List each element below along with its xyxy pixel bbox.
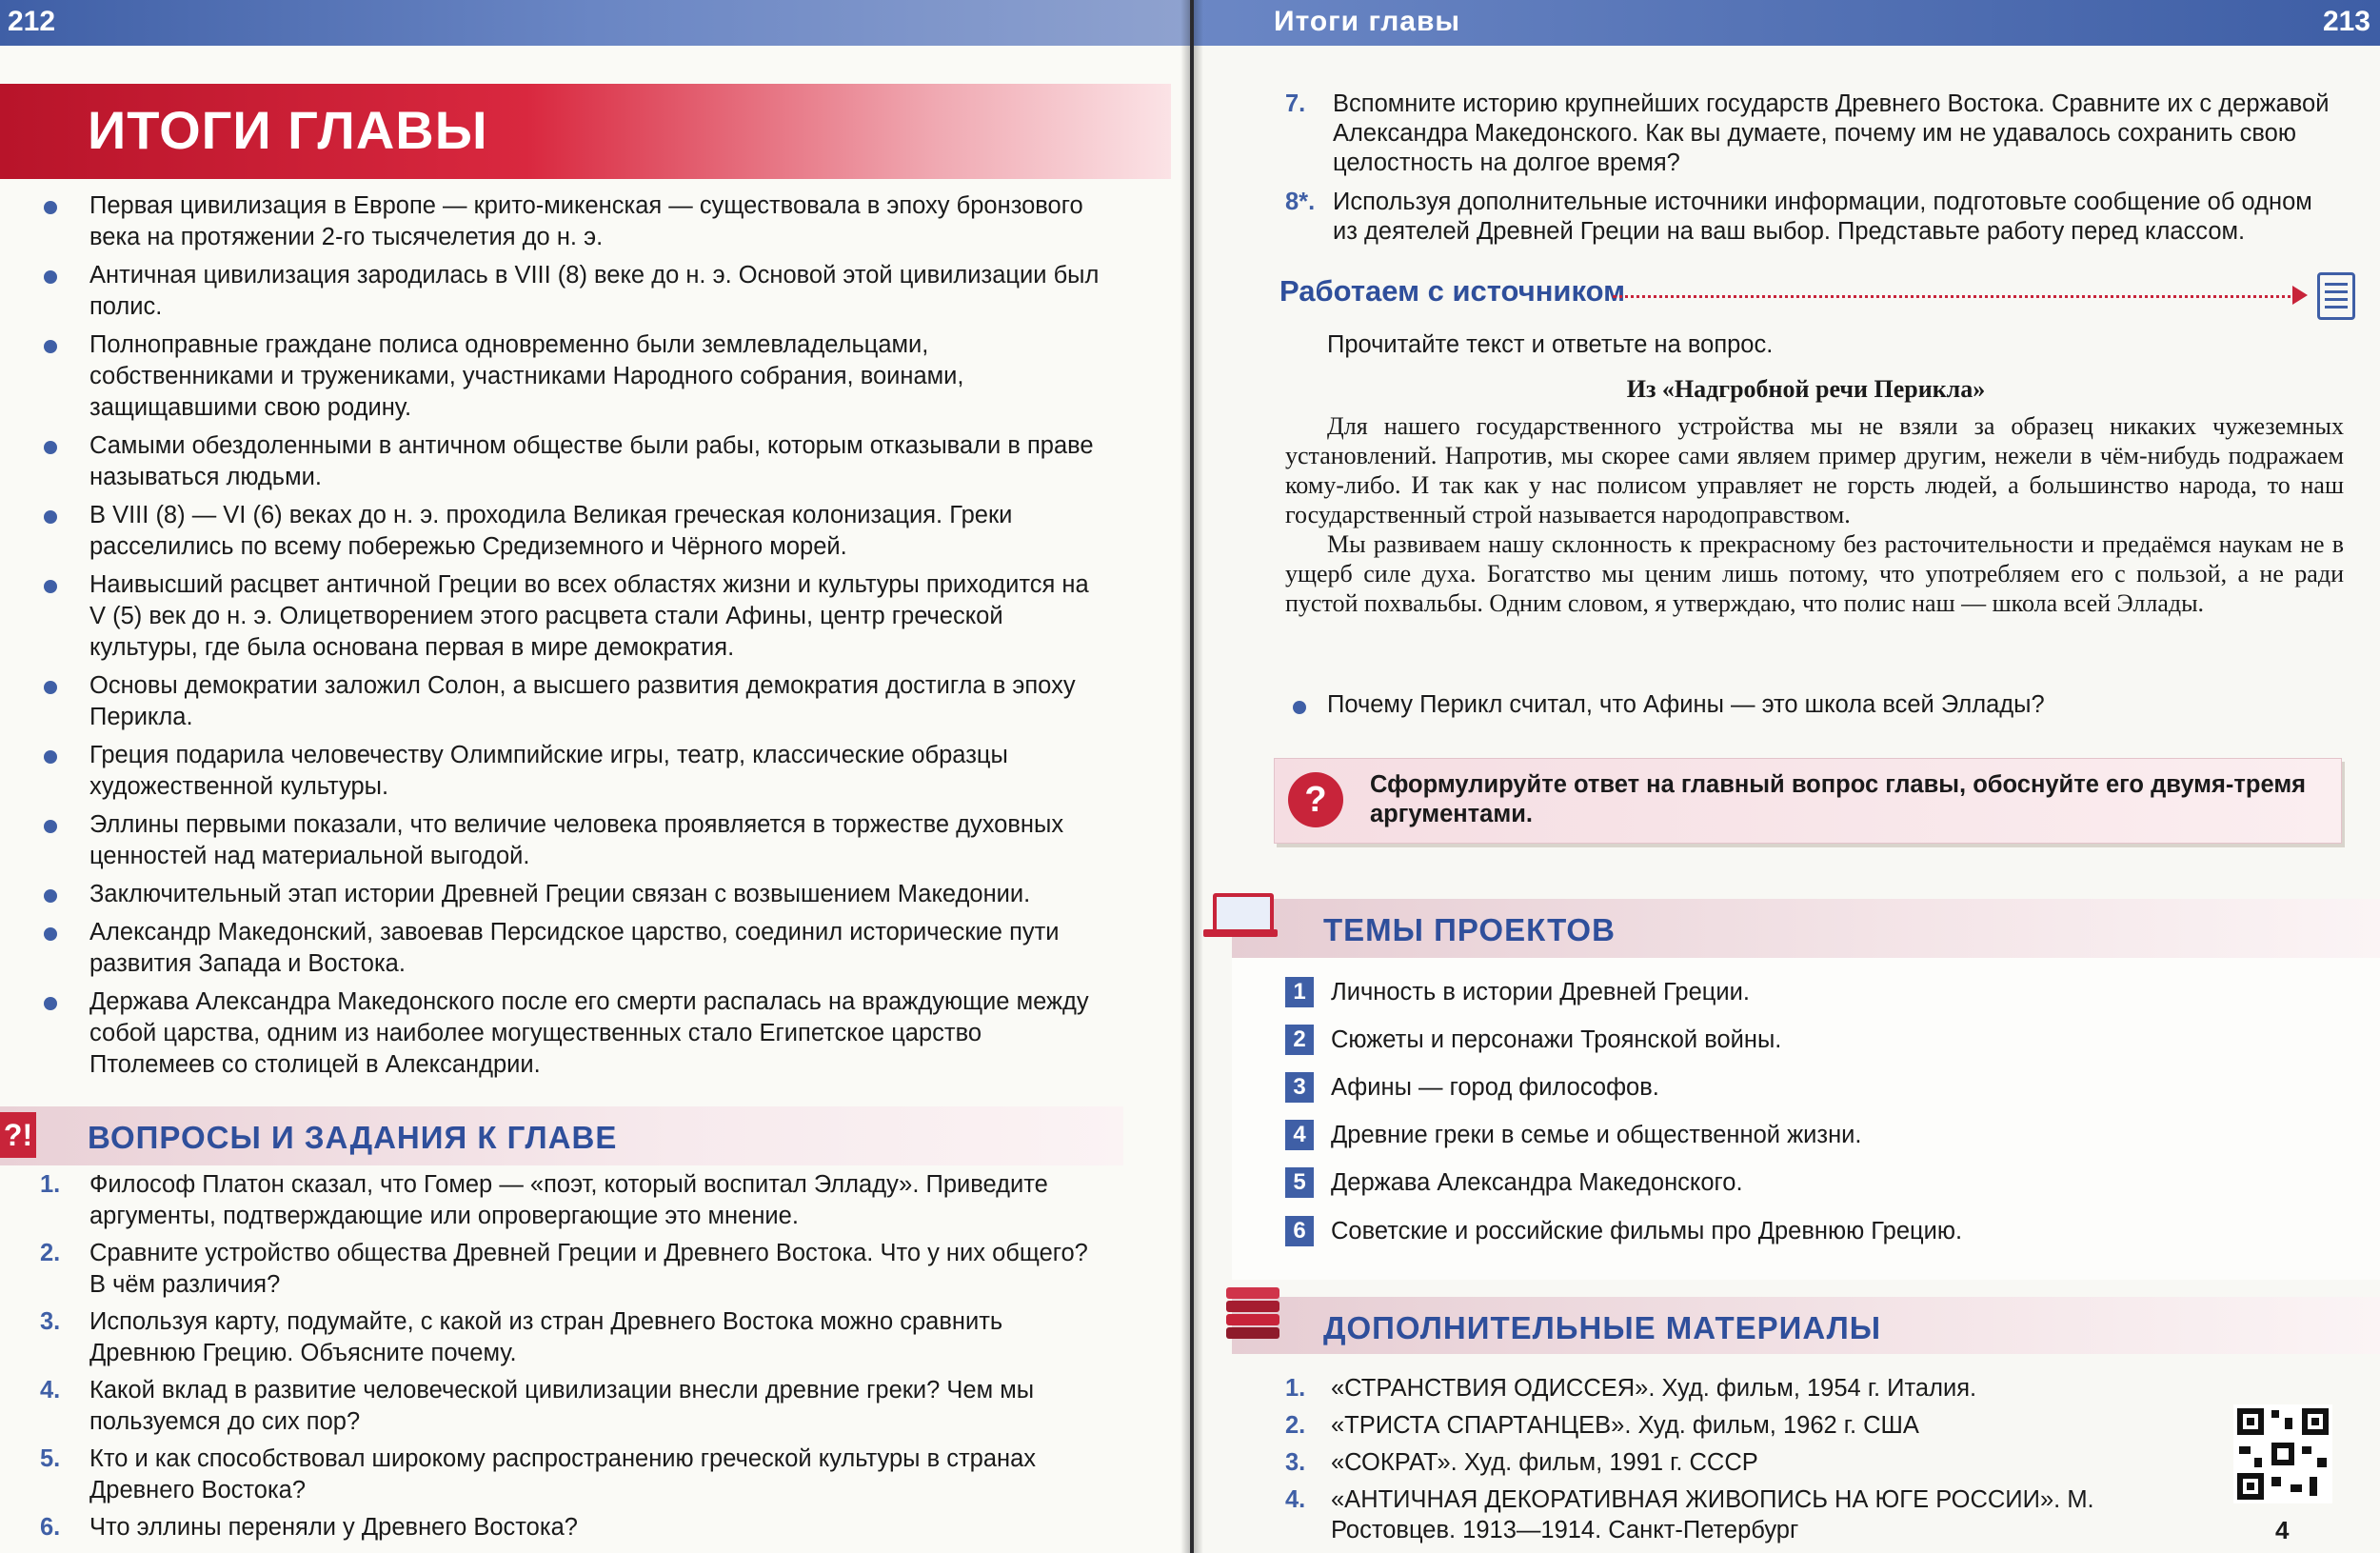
summary-item: Первая цивилизация в Европе — крито-микенская — существовала в эпоху бронзового века на протяжении 2-го тысячелетия до н. э. [38, 190, 1104, 253]
bullet-icon [44, 997, 57, 1010]
qr-number: 4 [2275, 1516, 2290, 1544]
document-paragraph: Для нашего государственного устройства мы не взяли за образец никаких чужеземных установлений. Напротив, мы скорее сами являем пример другим, нежели в чём-нибудь подражаем кому-либо. И так как у нас полисом управляет не горсть людей, а большинство народа, то наш государственный строй называется народоправством. [1285, 412, 2344, 528]
number-box: 5 [1285, 1167, 1314, 1198]
summary-item: Эллины первыми показали, что величие человека проявляется в торжестве духовных ценностей над материальной выгодой. [38, 809, 1104, 872]
document-title: Из «Надгробной речи Перикла» [1626, 375, 1986, 403]
left-top-bar [0, 0, 1190, 46]
number-box: 3 [1285, 1072, 1314, 1103]
right-page-number: 213 [2322, 6, 2370, 37]
summary-list [38, 190, 1104, 1087]
number-box: 1 [1285, 977, 1314, 1007]
questions-section-title: ВОПРОСЫ И ЗАДАНИЯ К ГЛАВЕ [88, 1120, 618, 1155]
source-dotted-rule [1613, 295, 2298, 298]
right-page: Итоги главы 213 7. Вспомните историю крупнейших государств Древнего Востока. Сравните их с державой Александра Македонского. Как вы думаете, почему им не удавалось сохранить свою целостность на долгое время? 8*. Используя дополнительные источники информации, подготовьте сообщение об одном из деятелей Древней Греции на ваш выбор. Представьте работу перед классом. Работаем с источником Прочитайте текст и ответьте на вопрос. Из «Надгробной речи Перикла» Для нашего государственного устройства мы не взяли за образец никаких чужеземных установлений. Напротив, мы скорее сами являем пример другим, нежели в чём-нибудь подражаем кому-либо. И так как у нас полисом управляет не горсть людей, а большинство народа, то наш государственный строй называется народоправством. Мы развиваем нашу склонность к прекрасному без расточительности и предаёмся наукам не в ущерб силе духа. Богатство мы ценим лишь потому, что употребляем его с пользой, а не ради пустой похвальбы. Одним словом, я утверждаю, что полис наш — школа всей Эллады. Почему Перикл считал, что Афины — это школа всей Эллады? ? Сформулируйте ответ на главный вопрос главы, обоснуйте его двумя-тремя аргументами. ТЕМЫ ПРОЕКТОВ 1 Личность в истории Древней Греции. 2 Сюжеты и персонажи Троянской войны. 3 Афины — город философов. 4 Древние греки в семье и общественной жизни. 5 Держава Александра Македонского. 6 Советские и российские фильмы про Древнюю Грецию. ДОПОЛНИТЕЛЬНЫЕ МАТЕРИАЛЫ 1. «СТРАНСТВИЯ ОДИССЕЯ». Худ. фильм, 1954 г. Италия. 2. «ТРИСТА СПАРТАНЦЕВ». Худ. фильм, 1962 г. США 3. «СОКРАТ». Худ. фильм, 1991 г. СССР 4. «АНТИЧНАЯ ДЕКОРАТИВНАЯ ЖИВОПИСЬ НА ЮГЕ РОССИИ». М. Ростовцев. 1913—1914. Санкт-Петербург 4 [1194, 0, 2380, 1553]
summary-item: Александр Македонский, завоевав Персидское царство, соединил исторические пути развития Запада и Востока. [38, 917, 1104, 980]
additional-item: 4. «АНТИЧНАЯ ДЕКОРАТИВНАЯ ЖИВОПИСЬ НА ЮГЕ РОССИИ». М. Ростовцев. 1913—1914. Санкт-Петербург [1285, 1486, 2094, 1543]
summary-item: Наивысший расцвет античной Греции во всех областях жизни и культуры приходится на V (5) век до н. э. Олицетворением этого расцвета стали Афины, центр греческой культуры, где была основана первая в мире демократия. [38, 569, 1104, 664]
question-item: 3. Используя карту, подумайте, с какой из стран Древнего Востока можно сравнить Древнюю Грецию. Объясните почему. [40, 1308, 1003, 1366]
summary-item: Греция подарила человечеству Олимпийские игры, театр, классические образцы художественной культуры. [38, 740, 1104, 803]
bullet-icon [44, 441, 57, 454]
document-question: Почему Перикл считал, что Афины — это школа всей Эллады? [1285, 691, 2045, 719]
qr-code-icon [2233, 1404, 2332, 1503]
number-box: 2 [1285, 1025, 1314, 1055]
bullet-icon [44, 750, 57, 764]
number-box: 6 [1285, 1216, 1314, 1246]
projects-section-title: ТЕМЫ ПРОЕКТОВ [1323, 912, 1616, 947]
bullet-icon [44, 270, 57, 284]
bullet-icon [44, 927, 57, 941]
questions-list [38, 1169, 1104, 1549]
books-icon [1226, 1287, 1279, 1337]
scroll-icon [2317, 272, 2355, 320]
document-text [1285, 411, 2344, 618]
question-item: 5. Кто и как способствовал широкому распространению греческой культуры в странах Древнего Востока? [40, 1445, 1037, 1503]
summary-item: Основы демократии заложил Солон, а высшего развития демократия достигла в эпоху Перикла. [38, 670, 1104, 733]
question-item: 1. Философ Платон сказал, что Гомер — «поэт, который воспитал Элладу». Приведите аргументы, подтверждающие или опровергающие это мнение. [40, 1171, 1048, 1229]
chapter-summary-title: ИТОГИ ГЛАВЫ [88, 100, 488, 160]
question-item: 6. Что эллины переняли у Древнего Востока? [40, 1514, 578, 1541]
main-question-box [1274, 758, 2342, 844]
additional-section-title: ДОПОЛНИТЕЛЬНЫЕ МАТЕРИАЛЫ [1323, 1310, 1882, 1345]
questions-badge-icon: ?! [0, 1112, 36, 1158]
bullet-icon [44, 681, 57, 694]
question-item: 2. Сравните устройство общества Древней Греции и Древнего Востока. Что у них общего? В чём различия? [40, 1240, 1088, 1298]
number-box: 4 [1285, 1120, 1314, 1150]
continued-questions-list [1285, 90, 2332, 256]
bullet-icon [44, 820, 57, 833]
additional-item: 2. «ТРИСТА СПАРТАНЦЕВ». Худ. фильм, 1962 г. США [1285, 1412, 1919, 1439]
main-question-text: Сформулируйте ответ на главный вопрос главы, обоснуйте его двумя-тремя аргументами. [1370, 771, 2307, 827]
laptop-base-icon [1203, 929, 1278, 937]
summary-item: Античная цивилизация зародилась в VIII (8) веке до н. э. Основой этой цивилизации был полис. [38, 260, 1104, 323]
source-section-title: Работаем с источником [1279, 274, 1626, 308]
question-item: 8*. Используя дополнительные источники информации, подготовьте сообщение об одном из деятелей Древней Греции на ваш выбор. Представьте работу перед классом. [1285, 189, 2312, 245]
summary-item: В VIII (8) — VI (6) веках до н. э. проходила Великая греческая колонизация. Греки расселились по всему побережью Средиземного и Чёрного морей. [38, 500, 1104, 563]
summary-item: Держава Александра Македонского после его смерти распалась на враждующие между собой царства, одним из наиболее могущественных стало Египетское царство Птолемеев со столицей в Александрии. [38, 986, 1104, 1081]
summary-item: Заключительный этап истории Древней Греции связан с возвышением Македонии. [38, 879, 1104, 910]
summary-item: Самыми обездоленными в античном обществе были рабы, которым отказывали в праве называться людьми. [38, 430, 1104, 493]
chapter-summary-banner [0, 84, 1171, 179]
book-spine [1180, 0, 1203, 1553]
running-head: Итоги главы [1274, 6, 1461, 37]
bullet-icon [44, 889, 57, 903]
additional-item: 1. «СТРАНСТВИЯ ОДИССЕЯ». Худ. фильм, 1954 г. Италия. [1285, 1375, 1977, 1402]
left-page-number: 212 [8, 6, 56, 37]
bullet-icon [44, 580, 57, 593]
bullet-icon [44, 201, 57, 214]
additional-item: 3. «СОКРАТ». Худ. фильм, 1991 г. СССР [1285, 1449, 1758, 1476]
question-item: 7. Вспомните историю крупнейших государств Древнего Востока. Сравните их с державой Александра Македонского. Как вы думаете, почему им не удавалось сохранить свою целостность на долгое время? [1285, 90, 2330, 176]
bullet-icon [44, 340, 57, 353]
document-paragraph: Мы развиваем нашу склонность к прекрасному без расточительности и предаёмся наукам не в ущерб силе духа. Богатство мы ценим лишь потому, что употребляем его с пользой, а не ради пустой похвальбы. Одним словом, я утверждаю, что полис наш — школа всей Эллады. [1285, 530, 2344, 617]
arrow-right-icon [2292, 286, 2308, 305]
summary-item: Полноправные граждане полиса одновременно были землевладельцами, собственниками и тружениками, участниками Народного собрания, воинами, защищавшими свою родину. [38, 329, 1104, 424]
question-item: 4. Какой вклад в развитие человеческой цивилизации внесли древние греки? Чем мы пользуемся до сих пор? [40, 1377, 1035, 1435]
bullet-icon [44, 510, 57, 524]
bullet-icon [1293, 701, 1306, 714]
source-intro: Прочитайте текст и ответьте на вопрос. [1327, 331, 1774, 358]
question-circle-icon: ? [1288, 772, 1343, 827]
